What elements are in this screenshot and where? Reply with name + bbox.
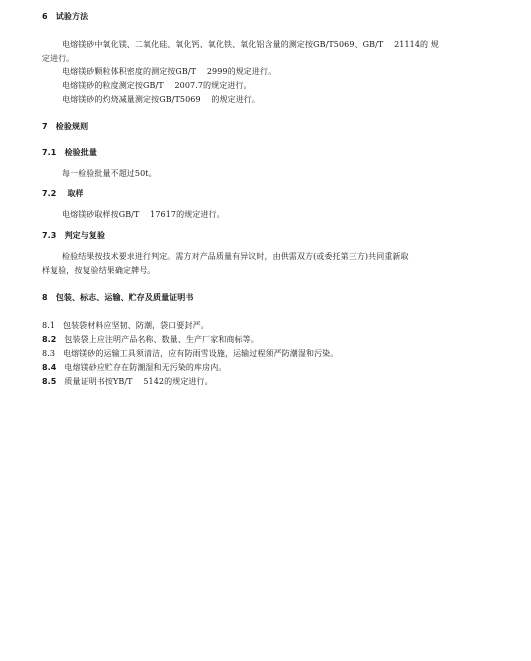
- section-8-item: [42, 321, 209, 331]
- section-8-item-text: 电熔镁砂的运输工具须清洁，应有防雨雪设施，运输过程须严防潮湿和污染。: [62, 349, 339, 358]
- section-8-item-text: 包装袋材料应坚韧、防潮，袋口要封严。: [62, 321, 209, 330]
- section-6-paragraph-1-line-1: 电熔镁砂中氧化镁、二氧化硅、氧化钙、氧化铁、氧化铝含量的测定按GB/T5069、GB/T 21114的 规: [62, 40, 439, 49]
- section-8-item-number: 8.3: [42, 349, 56, 358]
- section-8-item: [42, 377, 213, 387]
- section-6-heading: 6 试验方法: [42, 12, 89, 21]
- section-8-item-text: 包装袋上应注明产品名称、数量、生产厂家和商标等。: [64, 335, 259, 344]
- section-8-item-number: 8.4: [42, 363, 57, 372]
- section-6-paragraph-3: 电熔镁砂的粒度测定按GB/T 2007.7的规定进行。: [62, 81, 252, 90]
- section-8-item: [42, 349, 338, 359]
- section-6-paragraph-2: 电熔镁砂颗粒体积密度的测定按GB/T 2999的规定进行。: [62, 67, 277, 76]
- section-7-3-heading: 7.3 判定与复验: [42, 231, 106, 240]
- section-7-2-text: 电熔镁砂取样按GB/T 17617的规定进行。: [62, 210, 225, 219]
- section-6-paragraph-1-line-2: 定进行。: [42, 54, 75, 63]
- section-8-item: [42, 363, 226, 373]
- section-7-1-text: 每一检验批量不超过50t。: [62, 169, 157, 178]
- section-7-heading: 7 检验规则: [42, 122, 89, 131]
- section-6-paragraph-4: 电熔镁砂的灼烧减量测定按GB/T5069 的规定进行。: [62, 95, 261, 104]
- section-8-heading: 8 包装、标志、运输、贮存及质量证明书: [42, 293, 194, 302]
- section-8-item: [42, 335, 259, 345]
- section-7-3-text-line-2: 样复验，按复验结果确定牌号。: [42, 266, 156, 275]
- section-7-2-heading: 7.2 取样: [42, 189, 84, 198]
- section-8-item-number: 8.5: [42, 377, 57, 386]
- section-8-item-text: 质量证明书按YB/T 5142的规定进行。: [64, 377, 213, 386]
- section-8-item-number: 8.2: [42, 335, 57, 344]
- section-8-item-text: 电熔镁砂应贮存在防潮湿和无污染的库房内。: [64, 363, 227, 372]
- section-7-1-heading: 7.1 检验批量: [42, 148, 97, 157]
- section-8-item-number: 8.1: [42, 321, 56, 330]
- section-7-3-text-line-1: 检验结果按技术要求进行判定。需方对产品质量有异议时，由供需双方(或委托第三方)共同重新取: [62, 252, 409, 261]
